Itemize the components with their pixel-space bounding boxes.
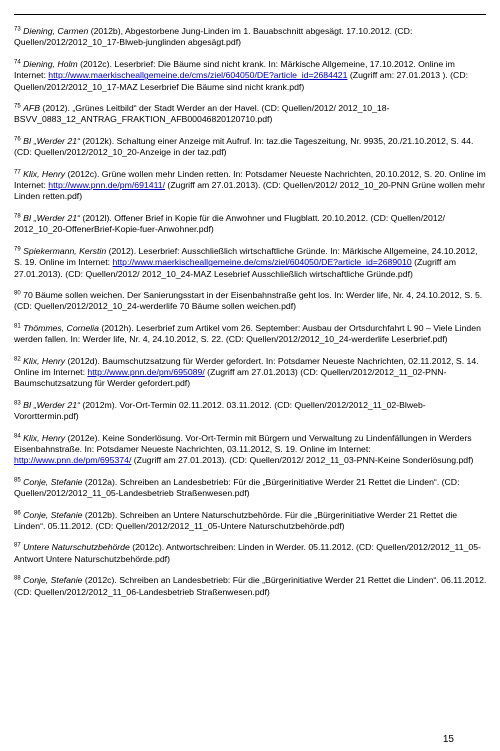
- page-number: 15: [442, 734, 454, 745]
- footnote-text-tail: (Zugriff am 27.01.2013). (CD: Quellen/2012/ 2012_10_24-MAZ Lesebrief Ausschließlich wirtschaftliche Gründe.pdf): [14, 257, 456, 279]
- footnote-number: 73: [14, 26, 21, 33]
- footnote-author: Conje, Stefanie: [23, 476, 83, 487]
- footnote-number: 81: [14, 323, 21, 330]
- footnote-text: (2012a). Schreiben an Landesbetrieb: Für die „Bürgerinitiative Werder 21 Rettet die Linden“. (CD: Quellen/2012/2012_11_05-Landesbetrieb Straßenwesen.pdf): [14, 476, 460, 499]
- footnote-text: (2012c). Leserbrief: Die Bäume sind nicht krank. In: Märkische Allgemeine, 17.10.2012. Online im Internet:: [14, 58, 455, 81]
- footnote-text-tail: (Zugriff am: 27.01.2013 ). (CD: Quellen/2012/2012_10_17-MAZ Leserbrief Die Bäume sind nicht krank.pdf): [14, 70, 469, 92]
- footnote-number: 77: [14, 169, 21, 176]
- footnote-author: Conje, Stefanie: [23, 575, 83, 586]
- footnote-text: (2012d). Baumschutzsatzung für Werder gefordert. In: Potsdamer Neueste Nachrichten, 02.11.2012, S. 14. Online im Internet:: [14, 355, 479, 377]
- footnote-link[interactable]: http://www.pnn.de/pm/695089/: [87, 366, 205, 377]
- footnote-author: BI „Werder 21“: [23, 135, 80, 146]
- footnote-text-tail: (Zugriff am 27.01.2013). (CD: Quellen/2012/ 2012_11_03-PNN-Keine Sonderlösung.pdf): [131, 455, 474, 466]
- footnote-author: Klix, Henry: [23, 168, 66, 179]
- footnote-number: 76: [14, 136, 21, 143]
- footnote-85: [14, 477, 488, 500]
- footnote-number: 82: [14, 356, 21, 363]
- footnote-text: (2012c). Grüne wollen mehr Linden retten. In: Potsdamer Neueste Nachrichten, 20.10.2012, S. 20. Online im Internet:: [14, 168, 486, 191]
- footnote-author: Conje, Stefanie: [23, 509, 83, 520]
- footnote-link[interactable]: http://www.pnn.de/pm/695374/: [14, 455, 132, 466]
- footnote-author: Thömmes, Cornelia: [23, 322, 99, 333]
- footnote-text: (2012). Leserbrief: Ausschließlich wirtschaftliche Gründe. In: Märkische Allgemeine, 24.10.2012, S. 19. Online im Internet:: [14, 245, 478, 268]
- footnote-76: [14, 136, 488, 159]
- footnote-text: (2012c). Antwortschreiben: Linden in Werder. 05.11.2012. (CD: Quellen/2012/2012_11_05-Antwort Untere Naturschutzbehörde.pdf): [14, 542, 481, 564]
- footnote-number: 74: [14, 59, 21, 66]
- footnote-text: (2012l). Offener Brief in Kopie für die Anwohner und Flugblatt. 20.10.2012. (CD: Quellen/2012/ 2012_10_20-OffenerBrief-Kopie-fuer-Anwohner.pdf): [14, 212, 445, 235]
- footnote-82: [14, 356, 488, 390]
- footnote-link[interactable]: http://www.maerkischeallgemeine.de/cms/ziel/604050/DE?article_id=2684421: [48, 70, 348, 81]
- footnote-link[interactable]: http://www.maerkischeallgemeine.de/cms/ziel/604050/DE?article_id=2689010: [112, 257, 412, 268]
- footnote-87: [14, 542, 488, 565]
- footnote-73: [14, 26, 488, 49]
- footnote-number: 78: [14, 213, 21, 220]
- footnote-text: (2012b), Abgestorbene Jung-Linden im 1. Bauabschnitt abgesägt. 17.10.2012. (CD: Quellen/2012/2012_10_17-Blweb-junglinden abgesägt.pdf): [14, 26, 413, 48]
- footnote-text: (2012b). Schreiben an Untere Naturschutzbehörde. Für die „Bürgerinitiative Werder 21 Rettet die Linden“. 05.11.2012. (CD: Quellen/2012/2012_11_05-Untere Naturschutzbehörde.pdf): [14, 509, 458, 531]
- footnote-text: (2012k). Schaltung einer Anzeige mit Aufruf. In: taz.die Tageszeitung, Nr. 9935, 20./21.10.2012, S. 44. (CD: Quellen/2012/2012_10_20-Anzeige in der taz.pdf): [14, 135, 474, 158]
- footnote-number: 80: [14, 290, 21, 297]
- footnote-79: [14, 246, 488, 280]
- footnote-80: [14, 290, 488, 313]
- footnote-text: (2012e). Keine Sonderlösung. Vor-Ort-Termin mit Bürgern und Verwaltung zu Lindenfällungen in Werders Eisenbahnstraße. In: Potsdamer Neueste Nachrichten, 03.11.2012, S. 19. Online im Internet:: [14, 432, 472, 454]
- footnote-number: 83: [14, 400, 21, 407]
- footnote-author: Klix, Henry: [23, 355, 66, 366]
- footnote-number: 84: [14, 433, 21, 440]
- footnote-author: AFB: [23, 103, 41, 114]
- footnote-author: Untere Naturschutzbehörde: [23, 542, 130, 553]
- footnote-author: Diening, Carmen: [23, 26, 89, 36]
- footnote-81: [14, 323, 488, 346]
- footnote-77: [14, 169, 488, 203]
- footnote-74: [14, 59, 488, 93]
- footnote-text: (2012c). Schreiben an Landesbetrieb: Für die „Bürgerinitiative Werder 21 Rettet die Linden“. 06.11.2012. (CD: Quellen/2012/2012_11_06-Landesbetrieb Straßenwesen.pdf): [14, 575, 487, 597]
- footnote-author: BI „Werder 21“: [23, 212, 80, 223]
- footnote-78: [14, 213, 488, 236]
- footnote-author: Diening, Holm: [23, 58, 78, 69]
- footnote-number: 86: [14, 510, 21, 517]
- footnote-number: 75: [14, 103, 21, 110]
- footnote-text: (2012h). Leserbrief zum Artikel vom 26. September: Ausbau der Ortsdurchfahrt L 90 – Viele Linden werden fallen. In: Werder life, Nr. 4, 24.10.2012, S. 22. (CD: Quellen/2012/2012_10_24-werderlife Leserbrief.pdf): [14, 322, 481, 345]
- footnote-84: [14, 433, 488, 467]
- footnote-text: (2012m). Vor-Ort-Termin 02.11.2012. 03.11.2012. (CD: Quellen/2012/2012_11_02-Blweb-Vororttermin.pdf): [14, 399, 426, 422]
- footnote-text: 70 Bäume sollen weichen. Der Sanierungsstart in der Eisenbahnstraße geht los. In: Werder life, Nr. 4, 24.10.2012, S. 5. (CD: Quellen/2012/2012_10_24-werderlife 70 Bäume sollen weichen.pdf): [14, 289, 483, 312]
- footnote-number: 85: [14, 477, 21, 484]
- footnote-separator: [14, 14, 486, 15]
- footnote-author: Klix, Henry: [23, 432, 66, 443]
- footnote-author: BI „Werder 21“: [23, 399, 80, 410]
- footnote-83: [14, 400, 488, 423]
- footnote-text-tail: (Zugriff am 27.01.2013). (CD: Quellen/2012/ 2012_10_20-PNN Grüne wollen mehr Linden retten.pdf): [14, 180, 486, 202]
- footnote-86: [14, 510, 488, 533]
- footnote-text: (2012). „Grünes Leitbild“ der Stadt Werder an der Havel. (CD: Quellen/2012/ 2012_10_18-BSVV_0883_12_ANTRAG_FRAKTION_AFB00046820120710.pdf): [14, 103, 390, 125]
- footnotes-list: [14, 26, 488, 608]
- footnote-88: [14, 575, 488, 598]
- footnote-number: 79: [14, 246, 21, 253]
- footnote-text-tail: (Zugriff am 27.01.2013) (CD: Quellen/2012/2012_11_02-PNN-Baumschutzsatzung für Werder gefordert.pdf): [14, 366, 447, 389]
- footnote-author: Spiekermann, Kerstin: [23, 245, 107, 256]
- footnote-75: [14, 103, 488, 126]
- footnote-number: 87: [14, 542, 21, 549]
- footnote-number: 88: [14, 575, 21, 582]
- footnote-link[interactable]: http://www.pnn.de/pm/691411/: [48, 180, 166, 191]
